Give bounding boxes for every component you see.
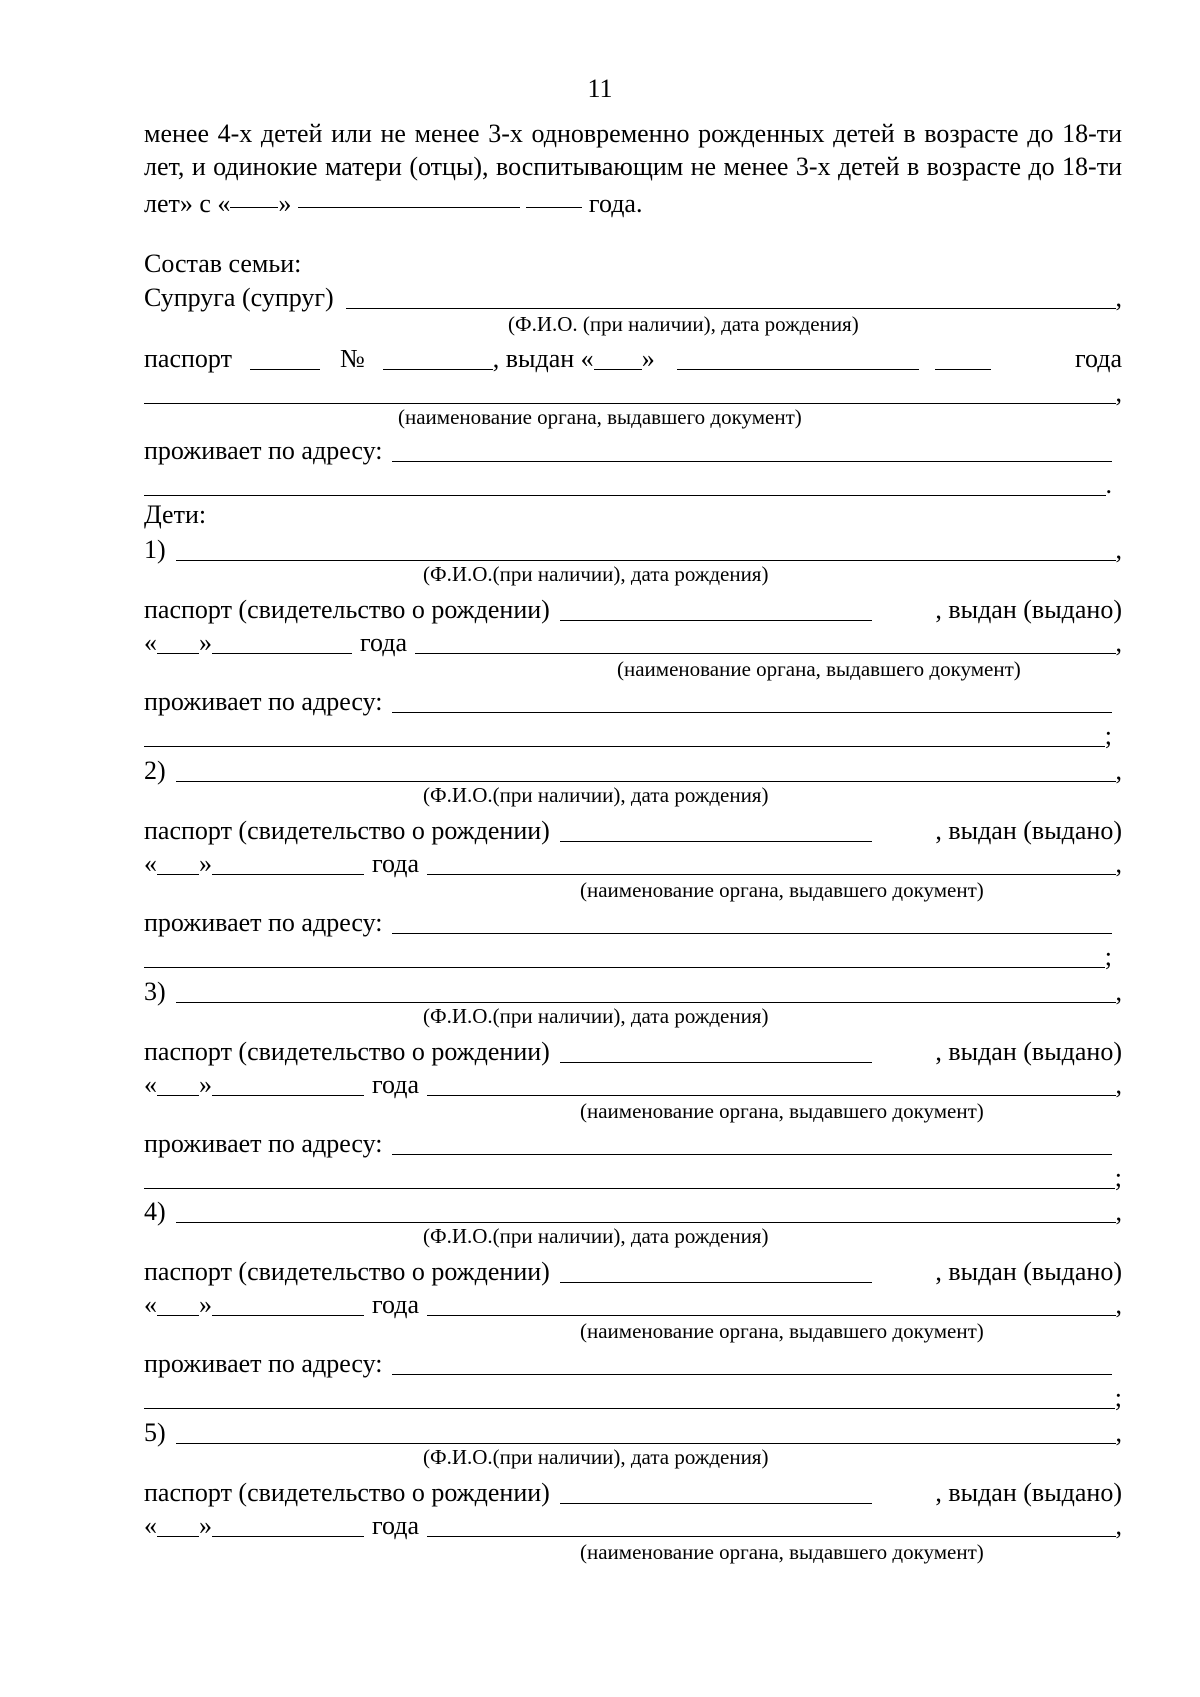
child-passport-field[interactable]	[560, 596, 872, 621]
child-address-row	[144, 1127, 1112, 1159]
child-number: 1)	[144, 535, 166, 564]
spouse-authority-field[interactable]	[144, 379, 1116, 404]
child-number: 3)	[144, 977, 166, 1006]
period: .	[1105, 470, 1112, 499]
comma: ,	[1115, 1418, 1122, 1447]
child-address-row-2	[144, 1381, 1122, 1413]
comma: ,	[1115, 1070, 1122, 1099]
comma: ,	[1115, 378, 1122, 407]
child-passport-row	[144, 1476, 1122, 1508]
child-name-hint: (Ф.И.О.(при наличии), дата рождения)	[423, 562, 769, 586]
child-name-row	[144, 1416, 1122, 1448]
child-number: 5)	[144, 1418, 166, 1447]
spouse-address-row	[144, 434, 1112, 466]
child-address-field-2[interactable]	[144, 722, 1105, 747]
child-address-field-2[interactable]	[144, 943, 1105, 968]
child-authority-hint: (наименование органа, выдавшего документ)	[580, 1099, 984, 1123]
spouse-label: Супруга (супруг)	[144, 283, 334, 312]
close-quote: »	[199, 628, 212, 657]
open-quote: «	[144, 628, 157, 657]
semicolon: ;	[1114, 1383, 1122, 1412]
child-address-field[interactable]	[392, 688, 1112, 713]
semicolon: ;	[1104, 942, 1112, 971]
comma: ,	[1115, 849, 1122, 878]
close-quote: »	[199, 1290, 212, 1319]
child-address-label: проживает по адресу:	[144, 687, 383, 716]
child-name-row	[144, 754, 1122, 786]
child-address-label: проживает по адресу:	[144, 908, 383, 937]
child-address-field[interactable]	[392, 1130, 1112, 1155]
child-issue-row	[144, 847, 1122, 879]
child-passport-field[interactable]	[560, 1038, 872, 1063]
children-heading: Дети:	[144, 500, 207, 529]
child-address-row	[144, 685, 1112, 717]
spouse-authority-row	[144, 376, 1122, 408]
children-heading-row	[144, 498, 344, 530]
child-authority-field[interactable]	[427, 1071, 1115, 1096]
child-issue-date-field[interactable]	[212, 629, 352, 654]
child-issue-date-field[interactable]	[212, 850, 364, 875]
open-quote: «	[144, 1070, 157, 1099]
child-passport-label: паспорт (свидетельство о рождении)	[144, 1478, 550, 1507]
child-passport-row	[144, 1035, 1122, 1067]
child-address-row	[144, 1347, 1112, 1379]
child-issue-row	[144, 1509, 1122, 1541]
child-address-field-2[interactable]	[144, 1164, 1115, 1189]
start-year-blank[interactable]	[526, 183, 582, 208]
child-passport-row	[144, 1255, 1122, 1287]
spouse-address-field[interactable]	[392, 437, 1112, 462]
child-address-field[interactable]	[392, 1350, 1112, 1375]
spouse-row	[144, 281, 1122, 313]
child-authority-field[interactable]	[415, 629, 1115, 654]
child-issue-date-field[interactable]	[212, 1071, 364, 1096]
child-passport-field[interactable]	[560, 1258, 872, 1283]
close-quote: »	[199, 1511, 212, 1540]
spouse-year-word: года	[1074, 344, 1122, 373]
spouse-address-row-2	[144, 468, 1112, 500]
intro-text: менее 4-х детей или не менее 3-х одновременно рожденных детей в возрасте до 18-ти лет, и одинокие матери (отцы), воспитывающим не менее 3-х детей в возрасте до 18-ти лет» с «	[144, 119, 1122, 218]
child-address-label: проживает по адресу:	[144, 1129, 383, 1158]
open-quote: «	[144, 1290, 157, 1319]
spouse-authority-hint: (наименование органа, выдавшего документ)	[398, 405, 802, 429]
child-passport-row	[144, 593, 1122, 625]
child-name-field[interactable]	[176, 1198, 1116, 1223]
child-issue-date-field[interactable]	[212, 1291, 364, 1316]
child-issue-row	[144, 1068, 1122, 1100]
child-number: 2)	[144, 756, 166, 785]
child-name-row	[144, 533, 1122, 565]
spouse-address-label: проживает по адресу:	[144, 436, 383, 465]
spouse-issue-year-field[interactable]	[935, 345, 991, 370]
child-passport-label: паспорт (свидетельство о рождении)	[144, 595, 550, 624]
child-name-row	[144, 1195, 1122, 1227]
spouse-passport-row	[144, 342, 1122, 374]
child-year-word: года	[372, 1290, 420, 1319]
child-issued-label: , выдан (выдано)	[935, 1037, 1122, 1066]
child-passport-label: паспорт (свидетельство о рождении)	[144, 816, 550, 845]
child-issue-day-field[interactable]	[157, 629, 199, 654]
spouse-issued-label: , выдан «	[492, 344, 594, 373]
child-passport-row	[144, 814, 1122, 846]
intro-paragraph	[144, 117, 1122, 220]
child-address-row-2	[144, 940, 1112, 972]
child-issue-row	[144, 626, 1122, 658]
page-number: 11	[587, 74, 613, 103]
child-passport-label: паспорт (свидетельство о рождении)	[144, 1037, 550, 1066]
child-authority-hint: (наименование органа, выдавшего документ)	[580, 1319, 984, 1343]
spouse-issue-month-field[interactable]	[677, 345, 919, 370]
start-day-blank[interactable]	[230, 183, 278, 208]
number-sign: №	[339, 344, 365, 373]
spouse-address-field-2[interactable]	[144, 471, 1106, 496]
child-passport-label: паспорт (свидетельство о рождении)	[144, 1257, 550, 1286]
child-issue-day-field[interactable]	[157, 850, 199, 875]
child-number: 4)	[144, 1197, 166, 1226]
child-address-row	[144, 906, 1112, 938]
child-name-hint: (Ф.И.О.(при наличии), дата рождения)	[423, 783, 769, 807]
child-authority-hint: (наименование органа, выдавшего документ)	[617, 657, 1021, 681]
spouse-passport-label: паспорт	[144, 344, 232, 373]
child-issue-day-field[interactable]	[157, 1512, 199, 1537]
comma: ,	[1115, 1511, 1122, 1540]
child-issued-label: , выдан (выдано)	[935, 1478, 1122, 1507]
child-name-field[interactable]	[176, 757, 1116, 782]
child-authority-field[interactable]	[427, 1291, 1115, 1316]
child-issue-date-field[interactable]	[212, 1512, 364, 1537]
comma: ,	[1115, 1197, 1122, 1226]
child-year-word: года	[372, 849, 420, 878]
spouse-name-hint: (Ф.И.О. (при наличии), дата рождения)	[508, 312, 859, 336]
family-heading: Состав семьи:	[144, 249, 302, 278]
child-name-hint: (Ф.И.О.(при наличии), дата рождения)	[423, 1004, 769, 1028]
child-authority-field[interactable]	[427, 1512, 1115, 1537]
child-issued-label: , выдан (выдано)	[935, 1257, 1122, 1286]
child-issue-day-field[interactable]	[157, 1071, 199, 1096]
child-name-hint: (Ф.И.О.(при наличии), дата рождения)	[423, 1224, 769, 1248]
child-passport-field[interactable]	[560, 1479, 872, 1504]
close-quote: »	[199, 1070, 212, 1099]
child-name-field[interactable]	[176, 978, 1116, 1003]
spouse-passport-series-field[interactable]	[250, 345, 320, 370]
child-issued-label: , выдан (выдано)	[935, 595, 1122, 624]
child-address-row-2	[144, 1161, 1122, 1193]
child-name-field[interactable]	[176, 1419, 1116, 1444]
child-issued-label: , выдан (выдано)	[935, 816, 1122, 845]
child-year-word: года	[360, 628, 408, 657]
child-name-hint: (Ф.И.О.(при наличии), дата рождения)	[423, 1445, 769, 1469]
comma: ,	[1115, 1290, 1122, 1319]
child-authority-hint: (наименование органа, выдавшего документ)	[580, 878, 984, 902]
intro-close-quote: »	[278, 189, 292, 218]
semicolon: ;	[1104, 721, 1112, 750]
open-quote: «	[144, 849, 157, 878]
child-address-field-2[interactable]	[144, 1384, 1115, 1409]
start-month-blank[interactable]	[298, 183, 520, 208]
spouse-issue-day-field[interactable]	[594, 345, 642, 370]
child-name-field[interactable]	[176, 536, 1116, 561]
intro-year-word: года.	[588, 189, 643, 218]
comma: ,	[1115, 756, 1122, 785]
comma: ,	[1115, 628, 1122, 657]
child-authority-hint: (наименование органа, выдавшего документ)	[580, 1540, 984, 1564]
close-quote: »	[199, 849, 212, 878]
spouse-name-field[interactable]	[346, 284, 1116, 309]
child-name-row	[144, 975, 1122, 1007]
spouse-close-quote: »	[641, 344, 655, 373]
semicolon: ;	[1114, 1163, 1122, 1192]
child-address-label: проживает по адресу:	[144, 1349, 383, 1378]
comma: ,	[1115, 977, 1122, 1006]
open-quote: «	[144, 1511, 157, 1540]
child-address-field[interactable]	[392, 909, 1112, 934]
child-passport-field[interactable]	[560, 817, 872, 842]
child-issue-row	[144, 1288, 1122, 1320]
family-heading-row	[144, 247, 344, 279]
child-address-row-2	[144, 719, 1112, 751]
comma: ,	[1115, 535, 1122, 564]
child-authority-field[interactable]	[427, 850, 1115, 875]
spouse-passport-number-field[interactable]	[383, 345, 493, 370]
child-year-word: года	[372, 1511, 420, 1540]
child-issue-day-field[interactable]	[157, 1291, 199, 1316]
comma: ,	[1115, 283, 1122, 312]
child-year-word: года	[372, 1070, 420, 1099]
